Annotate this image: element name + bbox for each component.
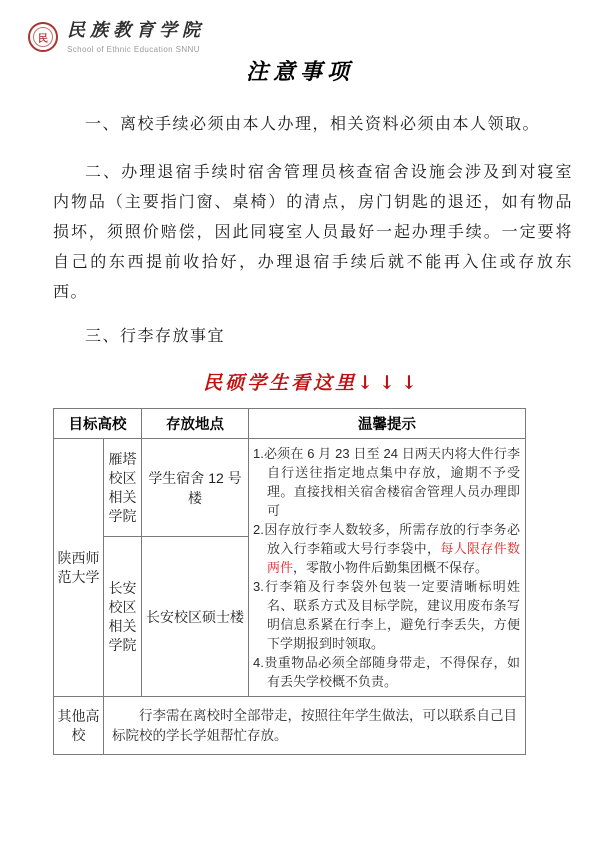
table-header-row <box>54 409 526 439</box>
cell-college-yanta: 雁塔校区相关学院 <box>104 439 142 537</box>
cell-location-changan: 长安校区硕士楼 <box>142 537 249 697</box>
luggage-storage-table <box>53 408 526 755</box>
other-note-text: 行李需在离校时全部带走，按照往年学生做法，可以联系自己目标院校的学长学姐帮忙存放。 <box>112 707 517 743</box>
header-tips: 温馨提示 <box>249 409 526 439</box>
red-callout <box>53 368 573 395</box>
tip-item-1 <box>253 444 520 520</box>
paragraph-2: 二、办理退宿手续时宿舍管理员核查宿舍设施会涉及到对寝室内物品（主要指门窗、桌椅）的清点，房门钥匙的退还，如有物品损坏，须照价赔偿，因此同寝室人员最好一起办理手续。一定要将自己的东西提前收拾好，办理退宿手续后就不能再入住或存放东西。 <box>53 164 573 301</box>
cell-tips <box>249 439 526 697</box>
down-arrows-icon: ↓↓↓ <box>357 372 423 394</box>
seal-character: 民 <box>33 27 53 47</box>
tip-text: 因存放行李人数较多，所需存放的行李务必放入行李箱或大号行李袋中， <box>263 522 520 556</box>
red-callout-text: 民硕学生看这里 <box>203 372 358 394</box>
cell-location-yanta: 学生宿舍 12 号楼 <box>142 439 249 537</box>
institute-subtitle: School of Ethnic Education SNNU <box>67 45 200 54</box>
tip-text: 贵重物品必须全部随身带走，不得保存，如有丢失学校概不负责。 <box>263 655 520 689</box>
tip-number: 1. <box>253 446 264 461</box>
tip-item-3 <box>253 577 520 653</box>
tip-text-post: ，零散小物件后勤集团概不保存。 <box>293 560 489 575</box>
tip-text: 必须在 6 月 23 日至 24 日两天内将大件行李自行送往指定地点集中存放，逾期不予受理。直接找相关宿舍楼宿舍管理人员办理即可 <box>263 446 520 518</box>
seal-icon <box>28 22 58 52</box>
logo-text-block <box>67 20 205 54</box>
table-row <box>54 697 526 755</box>
school-logo <box>28 20 205 54</box>
table-row <box>54 439 526 537</box>
cell-other-note <box>104 697 526 755</box>
tip-item-4 <box>253 653 520 691</box>
institute-name: 民族教育学院 <box>67 20 205 41</box>
tip-red-text: 每人限存件数两件 <box>267 541 520 575</box>
paragraph-1: 一、离校手续必须由本人办理，相关资料必须由本人领取。 <box>85 116 541 133</box>
section-3-heading: 三、行李存放事宜 <box>85 328 226 345</box>
tip-number: 2. <box>253 522 264 537</box>
tip-item-2 <box>253 520 520 577</box>
tip-number: 3. <box>253 579 264 594</box>
page-title: 注意事项 <box>245 59 354 84</box>
tip-number: 4. <box>253 655 264 670</box>
tip-text: 行李箱及行李袋外包装一定要清晰标明姓名、联系方式及目标学院，建议用废布条写明信息系紧在行李上，避免行李丢失，方便下学期报到时领取。 <box>263 579 520 651</box>
cell-university-snnu: 陕西师范大学 <box>54 439 104 697</box>
document-body <box>53 102 573 755</box>
cell-university-other: 其他高校 <box>54 697 104 755</box>
header-target-university: 目标高校 <box>54 409 142 439</box>
header-storage-location: 存放地点 <box>142 409 249 439</box>
cell-college-changan: 长安校区相关学院 <box>104 537 142 697</box>
